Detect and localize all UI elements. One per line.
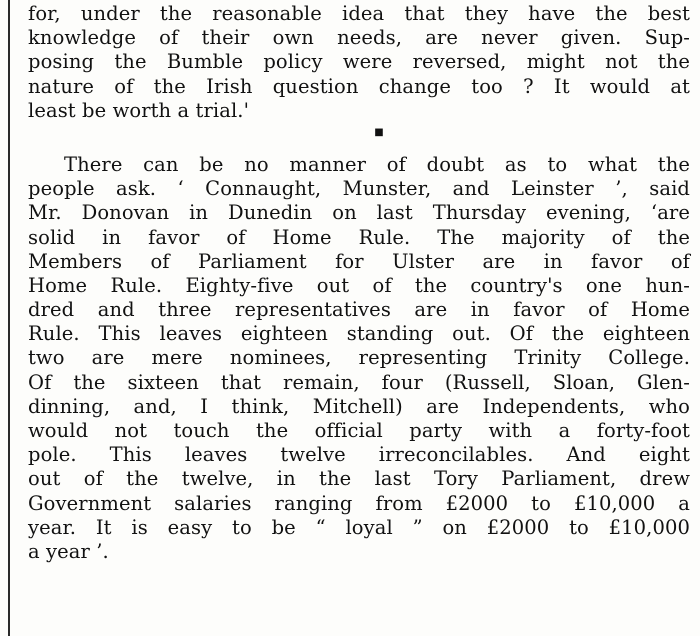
text-line: two are mere nominees, representing Trinity College. [28,346,690,370]
text-column [28,2,690,564]
paragraph-2 [28,153,690,564]
text-line: Of the sixteen that remain, four (Russell, Sloan, Glen- [28,370,690,394]
text-line: out of the twelve, in the last Tory Parliament, drew [28,467,690,491]
text-line: people ask. ‘ Connaught, Munster, and Leinster ’, said [28,177,690,201]
text-line: dinning, and, I think, Mitchell) are Independents, who [28,394,690,418]
text-line: solid in favor of Home Rule. The majority of the [28,225,690,249]
text-line: Home Rule. Eighty-five out of the country's one hun- [28,273,690,297]
text-line: posing the Bumble policy were reversed, might not the [28,50,690,74]
text-line: Government salaries ranging from £2000 to £10,000 a [28,491,690,515]
section-separator: ■ [374,126,384,138]
text-line: pole. This leaves twelve irreconcilables. And eight [28,443,690,467]
text-line: There can be no manner of doubt as to what the [64,152,690,176]
text-line: dred and three representatives are in favor of Home [28,298,690,322]
column-rule [8,0,10,636]
text-line: a year ’. [28,539,109,563]
text-line: year. It is easy to be “ loyal ” on £2000 to £10,000 [28,515,690,539]
paragraph-1 [28,2,690,123]
text-line: least be worth a trial.' [28,98,250,122]
text-line: would not touch the official party with a forty-foot [28,419,690,442]
text-line: Members of Parliament for Ulster are in favor of [28,249,690,273]
text-line: nature of the Irish question change too ? It would at [28,74,690,98]
text-line: Mr. Donovan in Dunedin on last Thursday evening, ‘are [28,201,690,225]
text-line: for, under the reasonable idea that they have the best [28,2,690,25]
text-line: knowledge of their own needs, are never given. Sup- [28,26,690,50]
text-line: Rule. This leaves eighteen standing out. Of the eighteen [28,322,690,346]
